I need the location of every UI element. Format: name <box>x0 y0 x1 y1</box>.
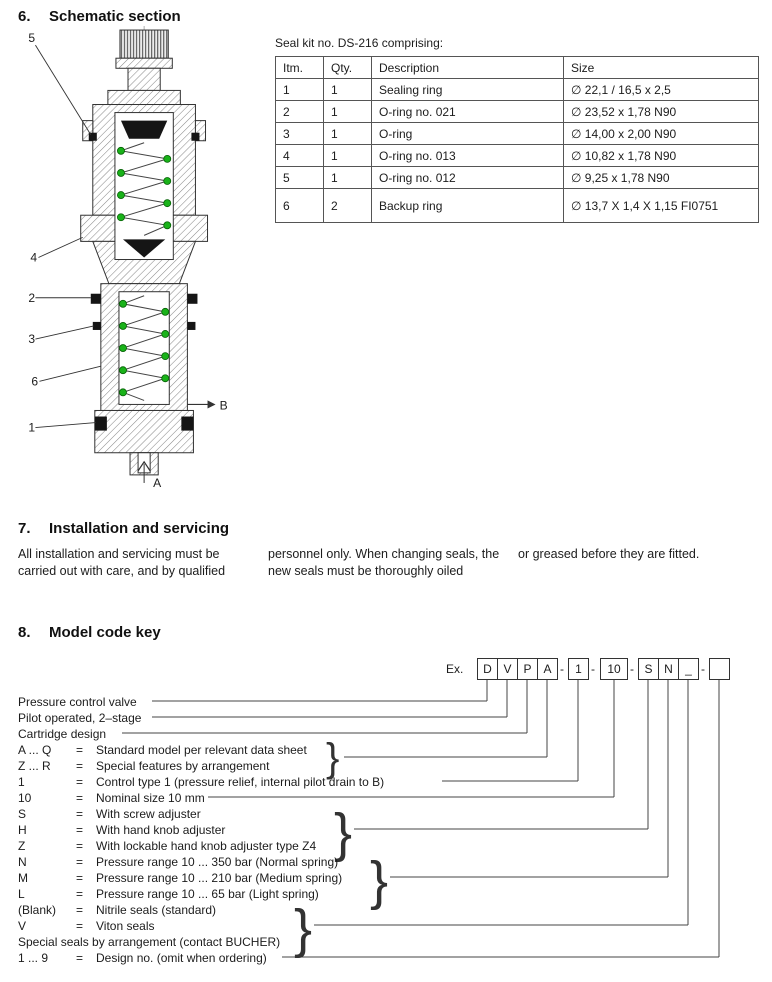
cell-qty: 1 <box>324 123 372 145</box>
cell-description: O-ring no. 012 <box>372 167 564 189</box>
cell-qty: 1 <box>324 167 372 189</box>
cell-itm: 2 <box>276 101 324 123</box>
model-code-line-lockable-hand-knob <box>18 838 316 854</box>
cell-qty: 1 <box>324 79 372 101</box>
code-separator: - <box>591 662 595 676</box>
line-label: Pressure range 10 ... 210 bar (Medium spring) <box>96 871 343 885</box>
equals-sign: = <box>76 887 84 901</box>
model-code-line-light-spring <box>18 886 319 902</box>
line-code: H <box>18 823 27 837</box>
table-row <box>276 123 759 145</box>
callout-2: 2 <box>28 290 36 305</box>
installation-text-col-2: personnel only. When changing seals, the new seals must be thoroughly oiled <box>268 547 500 578</box>
cell-description: Backup ring <box>372 189 564 223</box>
model-code-diagram <box>0 650 772 982</box>
callout-4: 4 <box>30 250 38 265</box>
brace-standard-special: } <box>326 736 340 780</box>
seal-kit-caption: Seal kit no. DS-216 comprising: <box>275 36 444 50</box>
equals-sign: = <box>76 807 84 821</box>
section-8-title: Model code key <box>49 624 161 641</box>
cell-size: ∅ 22,1 / 16,5 x 2,5 <box>564 79 759 101</box>
port-a-label: A <box>153 475 162 490</box>
cell-description: O-ring <box>372 123 564 145</box>
line-code: 1 ... 9 <box>18 951 49 965</box>
line-label: Pressure range 10 ... 350 bar (Normal spring) <box>96 855 339 869</box>
cell-size: ∅ 13,7 X 1,4 X 1,15 FI0751 <box>564 189 759 223</box>
section-6-number: 6. <box>18 8 31 25</box>
equals-sign: = <box>76 951 84 965</box>
valve-schematic-drawing <box>20 24 232 492</box>
line-code: Z <box>18 839 26 853</box>
equals-sign: = <box>76 871 84 885</box>
line-code: N <box>18 855 27 869</box>
line-code: (Blank) <box>18 903 57 917</box>
line-label: Design no. (omit when ordering) <box>96 951 267 965</box>
line-code: S <box>18 807 27 821</box>
callout-1: 1 <box>28 420 36 435</box>
model-code-box-1: 1 <box>568 658 589 680</box>
table-row <box>276 189 759 223</box>
model-code-line-pilot-operated <box>18 710 141 726</box>
model-code-line-standard-model <box>18 742 307 758</box>
model-code-line-nominal-size <box>18 790 205 806</box>
port-b-arrow <box>187 400 215 408</box>
model-code-box-d: D <box>477 658 498 680</box>
line-label: Pressure range 10 ... 65 bar (Light spring) <box>96 887 319 901</box>
code-separator: - <box>701 662 705 676</box>
line-label: Pilot operated, 2–stage <box>18 711 142 725</box>
col-header-description: Description <box>372 57 564 79</box>
model-code-box-design-no <box>709 658 730 680</box>
equals-sign: = <box>76 839 84 853</box>
code-separator: - <box>560 662 564 676</box>
model-code-line-nitrile-seals <box>18 902 216 918</box>
line-label: Control type 1 (pressure relief, internal pilot drain to B) <box>96 775 385 789</box>
model-code-line-control-type <box>18 774 384 790</box>
cell-description: O-ring no. 013 <box>372 145 564 167</box>
equals-sign: = <box>76 919 84 933</box>
line-label: Special features by arrangement <box>96 759 270 773</box>
brace-adjuster-group: } <box>334 803 353 863</box>
line-code: 1 <box>18 775 25 789</box>
table-row <box>276 167 759 189</box>
cell-itm: 4 <box>276 145 324 167</box>
line-label: With hand knob adjuster <box>96 823 226 837</box>
model-code-line-pressure-control-valve <box>18 694 137 710</box>
model-code-box-p: P <box>517 658 538 680</box>
model-code-line-design-no <box>18 950 267 966</box>
line-label: Standard model per relevant data sheet <box>96 743 307 757</box>
model-code-line-viton-seals <box>18 918 154 934</box>
cell-size: ∅ 23,52 x 1,78 N90 <box>564 101 759 123</box>
equals-sign: = <box>76 823 84 837</box>
cell-qty: 2 <box>324 189 372 223</box>
port-b-label: B <box>219 398 228 413</box>
cell-itm: 6 <box>276 189 324 223</box>
table-header-row <box>276 57 759 79</box>
line-label: Nitrile seals (standard) <box>96 903 217 917</box>
example-label: Ex. <box>446 662 464 676</box>
section-7-heading <box>18 520 229 537</box>
col-header-itm: Itm. <box>276 57 324 79</box>
model-code-box-s: S <box>638 658 659 680</box>
cell-qty: 1 <box>324 101 372 123</box>
model-code-line-medium-spring <box>18 870 342 886</box>
line-label: Cartridge design <box>18 727 107 741</box>
cell-itm: 3 <box>276 123 324 145</box>
model-code-line-normal-spring <box>18 854 338 870</box>
cell-description: O-ring no. 021 <box>372 101 564 123</box>
brace-seal-group: } <box>294 899 313 959</box>
equals-sign: = <box>76 759 84 773</box>
model-code-line-special-seals <box>18 934 280 950</box>
model-code-box-a: A <box>537 658 558 680</box>
line-code: Z ... R <box>18 759 51 773</box>
table-row <box>276 79 759 101</box>
cell-itm: 1 <box>276 79 324 101</box>
section-7-title: Installation and servicing <box>49 520 230 537</box>
cell-size: ∅ 9,25 x 1,78 N90 <box>564 167 759 189</box>
model-code-line-special-features <box>18 758 269 774</box>
model-code-line-screw-adjuster <box>18 806 201 822</box>
col-header-qty: Qty. <box>324 57 372 79</box>
cell-qty: 1 <box>324 145 372 167</box>
table-row <box>276 101 759 123</box>
line-label: With lockable hand knob adjuster type Z4 <box>96 839 317 853</box>
table-row <box>276 145 759 167</box>
line-code: M <box>18 871 28 885</box>
line-label: Special seals by arrangement (contact BUCHER) <box>18 935 281 949</box>
cell-description: Sealing ring <box>372 79 564 101</box>
code-separator: - <box>630 662 634 676</box>
section-7-number: 7. <box>18 520 31 537</box>
seal-kit-block <box>275 36 759 223</box>
equals-sign: = <box>76 903 84 917</box>
model-code-box-10: 10 <box>600 658 628 680</box>
line-code: A ... Q <box>18 743 52 757</box>
line-label: Viton seals <box>96 919 155 933</box>
line-code: L <box>18 887 25 901</box>
callout-3: 3 <box>28 332 36 347</box>
section-8-number: 8. <box>18 624 31 641</box>
brace-spring-group: } <box>370 851 389 911</box>
installation-text-col-1: All installation and servicing must be carried out with care, and by qualified <box>18 547 226 578</box>
equals-sign: = <box>76 775 84 789</box>
equals-sign: = <box>76 791 84 805</box>
section-6-heading <box>18 8 181 25</box>
callout-6: 6 <box>31 374 39 389</box>
model-code-line-hand-knob-adjuster <box>18 822 225 838</box>
equals-sign: = <box>76 855 84 869</box>
cell-size: ∅ 14,00 x 2,00 N90 <box>564 123 759 145</box>
equals-sign: = <box>76 743 84 757</box>
callout-5: 5 <box>28 31 36 46</box>
model-code-box-blank-seal: _ <box>678 658 699 680</box>
line-label: With screw adjuster <box>96 807 201 821</box>
seal-kit-table <box>275 56 759 223</box>
line-label: Nominal size 10 mm <box>96 791 205 805</box>
line-code: 10 <box>18 791 32 805</box>
line-label: Pressure control valve <box>18 695 137 709</box>
cell-size: ∅ 10,82 x 1,78 N90 <box>564 145 759 167</box>
section-8-heading <box>18 624 161 641</box>
col-header-size: Size <box>564 57 759 79</box>
model-code-box-v: V <box>497 658 518 680</box>
cell-itm: 5 <box>276 167 324 189</box>
model-code-box-n: N <box>658 658 679 680</box>
model-code-line-cartridge-design <box>18 726 106 742</box>
line-code: V <box>18 919 27 933</box>
section-6-title: Schematic section <box>49 8 181 25</box>
installation-text-col-3: or greased before they are fitted. <box>518 547 700 561</box>
